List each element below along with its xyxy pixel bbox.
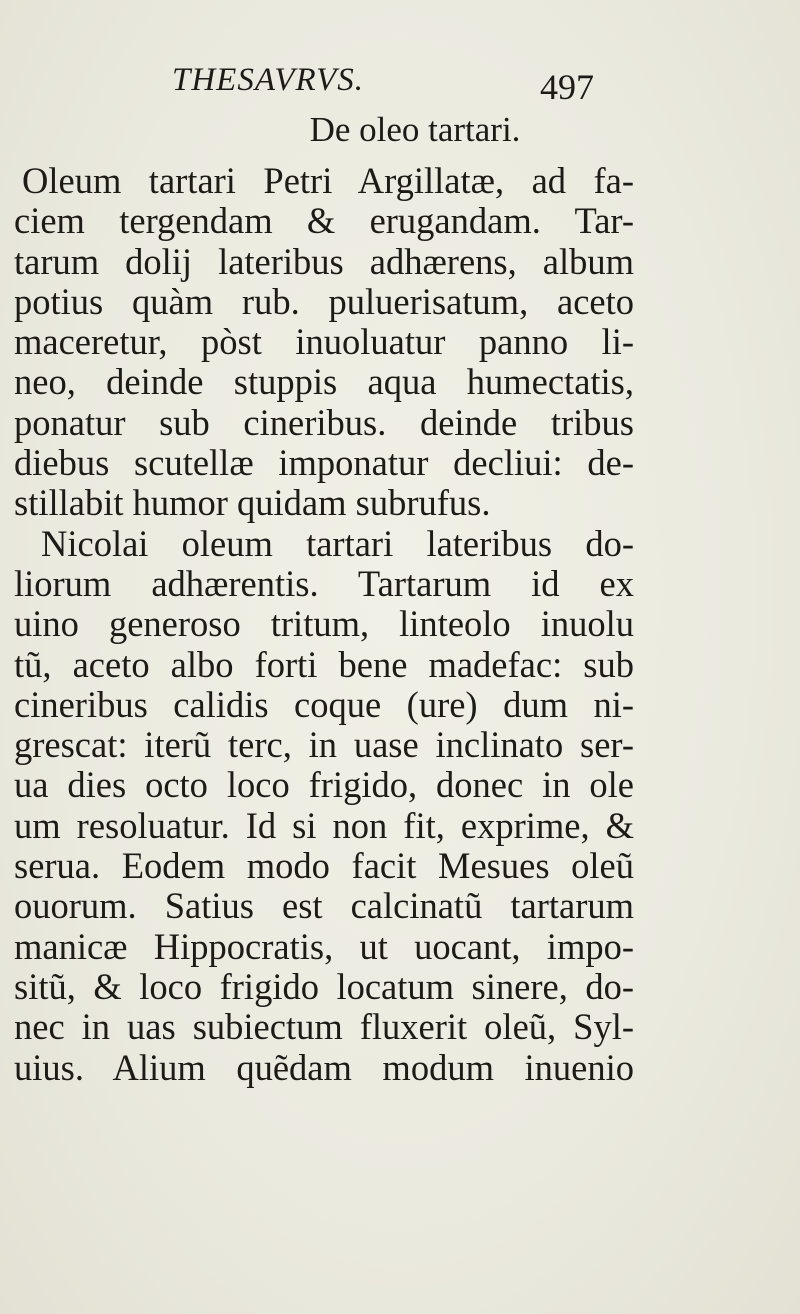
- text-line: manicæ Hippocratis, ut uocant, impo-: [14, 925, 634, 967]
- text-line: diebus scutellæ imponatur decliui: de-: [14, 442, 634, 484]
- page-number: 497: [540, 67, 594, 107]
- section-heading: De oleo tartari.: [309, 110, 521, 149]
- text-line: stillabit humor quidam subrufus.: [14, 482, 491, 524]
- running-title: THESAVRVS.: [172, 62, 364, 98]
- text-line: sitũ, & loco frigido locatum sinere, do-: [14, 965, 634, 1007]
- text-line: nec in uas subiectum fluxerit oleũ, Syl-: [14, 1006, 634, 1048]
- text-line: uino generoso tritum, linteolo inuolu: [14, 603, 634, 645]
- text-line: serua. Eodem modo facit Mesues oleũ: [14, 845, 634, 887]
- text-line: tarum dolij lateribus adhærens, album: [14, 240, 634, 282]
- text-line: Oleum tartari Petri Argillatæ, ad fa-: [22, 160, 634, 201]
- text-line: ua dies octo loco frigido, donec in ole: [14, 764, 634, 806]
- text-line: ciem tergendam & erugandam. Tar-: [14, 200, 634, 242]
- text-line: cineribus calidis coque (ure) dum ni-: [14, 683, 634, 725]
- text-line: neo, deinde stuppis aqua humectatis,: [14, 361, 634, 403]
- text-line: ponatur sub cineribus. deinde tribus: [14, 401, 634, 443]
- text-line: um resoluatur. Id si non fit, exprime, &: [14, 804, 634, 846]
- text-line: maceretur, pòst inuoluatur panno li-: [14, 321, 634, 363]
- page-header: [120, 62, 620, 112]
- text-line: ouorum. Satius est calcinatũ tartarum: [14, 885, 634, 927]
- text-line: liorum adhærentis. Tartarum id ex: [14, 562, 634, 604]
- text-line: tũ, aceto albo forti bene madefac: sub: [14, 643, 634, 685]
- body-text: [14, 161, 634, 1088]
- text-line: potius quàm rub. puluerisatum, aceto: [14, 280, 634, 322]
- text-line: grescat: iterũ terc, in uase inclinato ser-: [14, 724, 634, 766]
- text-line: Nicolai oleum tartari lateribus do-: [41, 522, 634, 564]
- text-line: uius. Alium quẽdam modum inuenio: [14, 1046, 634, 1088]
